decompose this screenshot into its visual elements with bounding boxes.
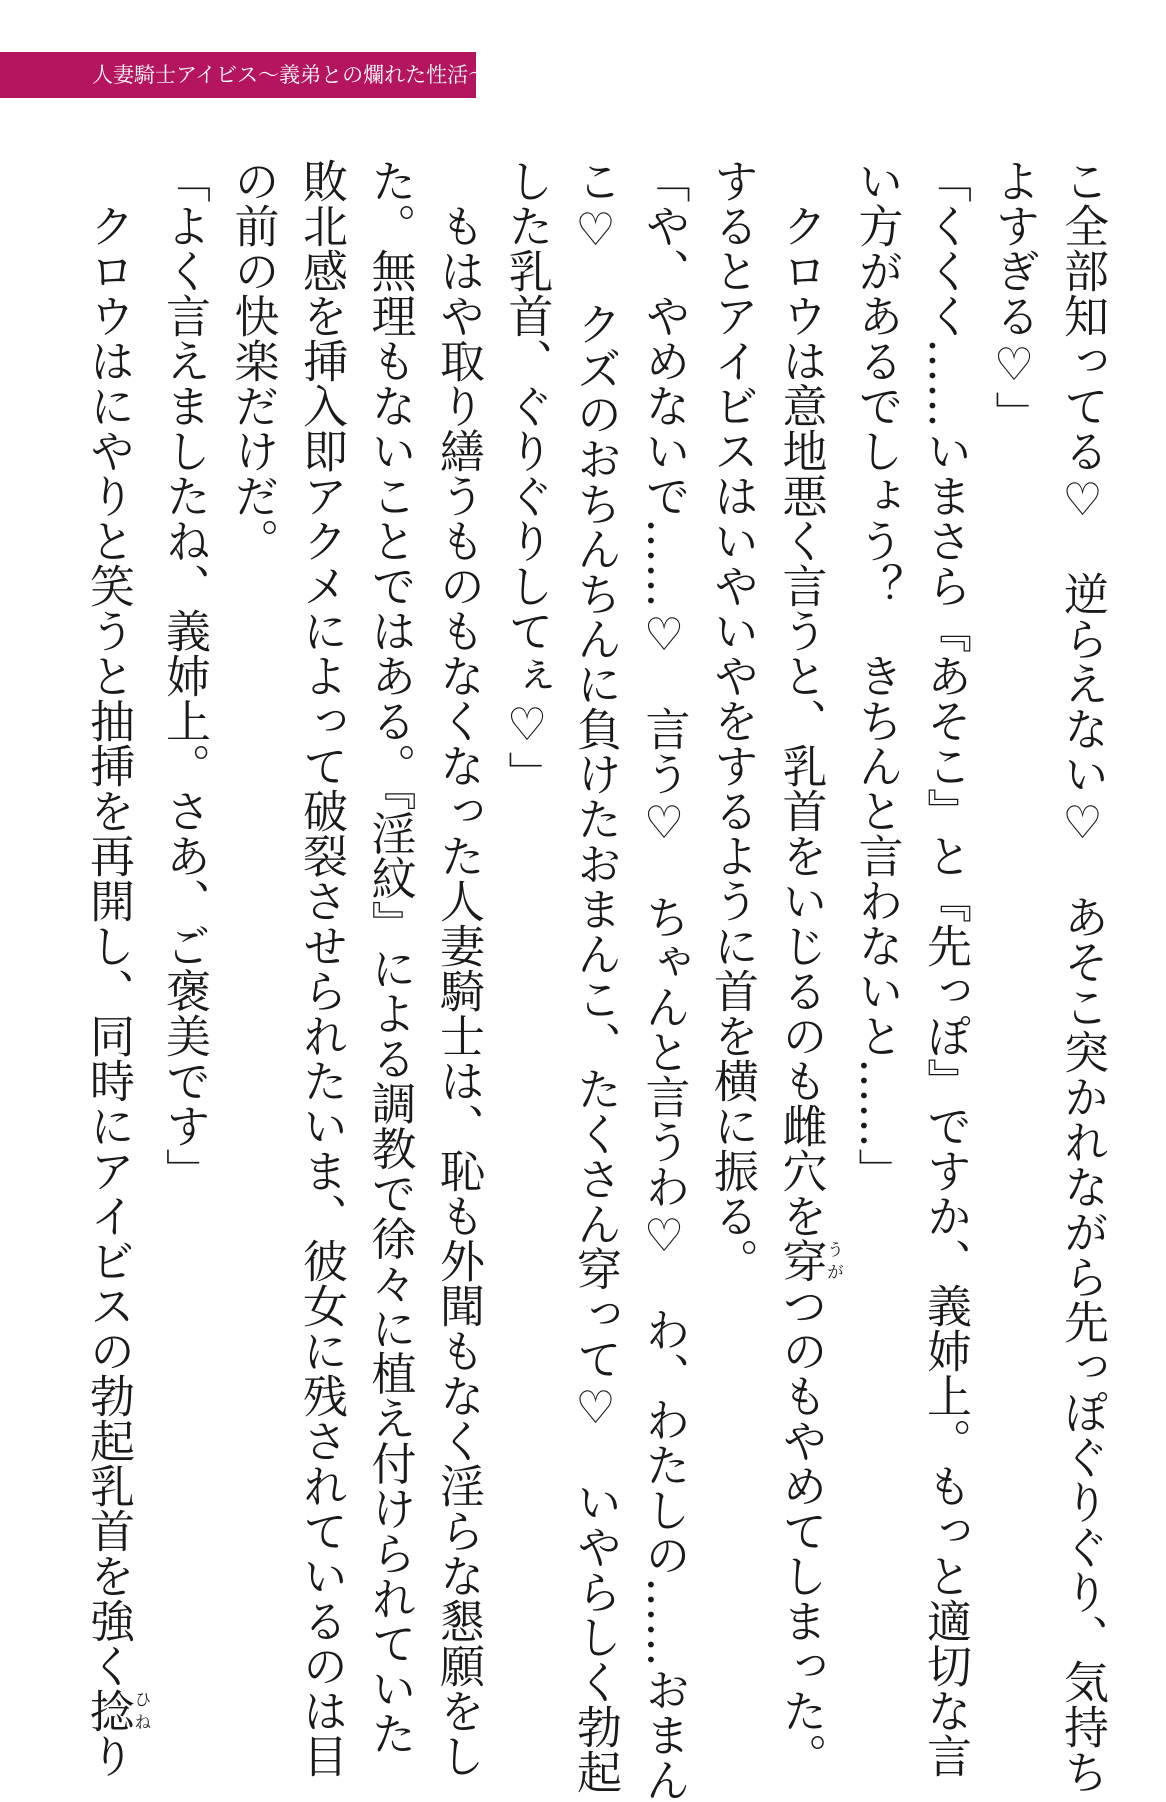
book-title-header — [0, 52, 490, 98]
text-line: こ♡ クズのおちんちんに負けたおまんこ、たくさん穿って♡ いやらしく勃起 — [569, 158, 622, 1794]
text-line: よすぎる♡」 — [987, 158, 1041, 436]
text-line: い方があるでしょう？ きちんと言わないと……」 — [850, 158, 904, 1193]
ruby-annotation — [82, 1688, 151, 1733]
vertical-text-body — [82, 158, 1116, 1802]
ruby-reading: うが — [823, 1238, 843, 1283]
text-line: 「くくく……いまさら『あそこ』と『先っぽ』ですか、義姉上。もっと適切な言 — [919, 158, 972, 1778]
text-line: た。無理もないことではある。『淫紋』による調教で徐々に植え付けられていた — [363, 158, 417, 1756]
ruby-base: 捻 — [82, 1688, 135, 1733]
text-line — [766, 158, 843, 1778]
text-segment: り — [82, 1733, 135, 1778]
text-segment: クロウは意地悪く言うと、乳首をいじるのも雌穴を — [774, 158, 828, 1238]
text-line — [74, 158, 151, 1778]
text-line: した乳首、ぐりぐりしてぇ♡」 — [500, 158, 554, 796]
text-line: するとアイビスはいやいやをするように首を横に振る。 — [706, 158, 759, 1283]
text-line: の前の快楽だけだ。 — [226, 158, 280, 563]
ruby-base: 穿 — [774, 1238, 828, 1283]
text-segment: クロウはにやりと笑うと抽挿を再開し、同時にアイビスの勃起乳首を強く — [82, 158, 135, 1688]
text-line: 「や、やめないで……♡ 言う♡ ちゃんと言うわ♡ わ、わたしの……おまん — [637, 158, 691, 1802]
text-line: こ全部知ってる♡ 逆らえない♡ あそこ突かれながら先っぽぐりぐり、気持ち — [1056, 158, 1109, 1794]
text-segment: つのもやめてしまった。 — [774, 1283, 828, 1778]
text-line: 「よく言えましたね、義姉上。さあ、ご褒美です」 — [158, 158, 211, 1193]
book-title: 人妻騎士アイビス〜義弟との爛れた性活〜 — [92, 63, 490, 87]
ruby-annotation — [774, 1238, 843, 1283]
text-line: もはや取り繕うものもなくなった人妻騎士は、恥も外聞もなく淫らな懇願をし — [432, 158, 485, 1778]
text-line: 敗北感を挿入即アクメによって破裂させられたいま、彼女に残されているのは目 — [295, 158, 348, 1778]
ruby-reading: ひね — [130, 1688, 151, 1733]
